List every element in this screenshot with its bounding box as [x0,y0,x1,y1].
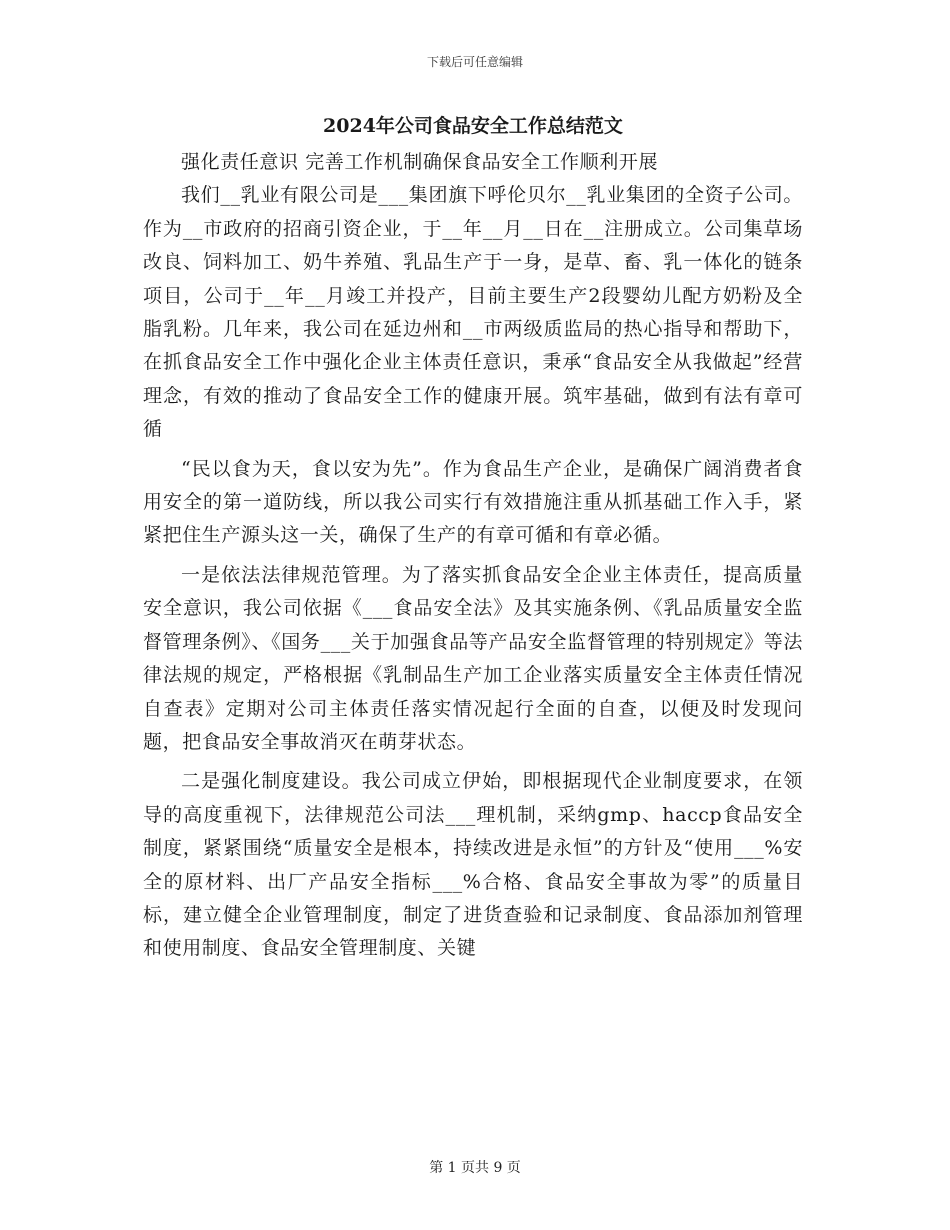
page-number: 第 1 页共 9 页 [429,1160,521,1176]
paragraph-subtitle: 强化责任意识 完善工作机制确保食品安全工作顺利开展 [181,151,659,173]
paragraph-legal-management: 一是依法法律规范管理。为了落实抓食品安全企业主体责任，提高质量安全意识，我公司依据《___食品安全法》及其实施条例、《乳品质量安全监督管理条例》、《国务___关于加强食品等产品安全监督管理的特别规定》等法律法规的规定，严格根据《乳制品生产加工企业落实质量安全主体责任情况自查表》定期对公司主体责任落实情况起行全面的自查，以便及时发现问题，把食品安全事故消灭在萌芽状态。 [143,563,803,753]
paragraph-foundation: “民以食为天，食以安为先”。作为食品生产企业，是确保广阔消费者食用安全的第一道防线，所以我公司实行有效措施注重从抓基础工作入手，紧紧把住生产源头这一关，确保了生产的有章可循和有章必循。 [143,457,803,547]
paragraph-system-building: 二是强化制度建设。我公司成立伊始，即根据现代企业制度要求，在领导的高度重视下，法律规范公司法___理机制，采纳gmp、haccp食品安全制度，紧紧围绕“质量安全是根本，持续改进是永恒”的方针及“使用___%安全的原材料、出厂产品安全指标___%合格、食品安全事故为零”的质量目标，建立健全企业管理制度，制定了进货查验和记录制度、食品添加剂管理和使用制度、食品安全管理制度、关键 [143,770,803,960]
page-header-note: 下载后可任意编辑 [426,55,523,69]
document-title: 2024年公司食品安全工作总结范文 [323,115,623,137]
paragraph-company-intro: 我们__乳业有限公司是___集团旗下呼伦贝尔__乳业集团的全资子公司。作为__市政府的招商引资企业，于__年__月__日在__注册成立。公司集草场改良、饲料加工、奶牛养殖、乳品生产于一身，是草、畜、乳一体化的链条项目，公司于__年__月竣工并投产，目前主要生产2段婴幼儿配方奶粉及全脂乳粉。几年来，我公司在延边州和__市两级质监局的热心指导和帮助下，在抓食品安全工作中强化企业主体责任意识，秉承“食品安全从我做起”经营理念，有效的推动了食品安全工作的健康开展。筑牢基础，做到有法有章可循 [143,184,803,441]
document-body [143,112,803,966]
